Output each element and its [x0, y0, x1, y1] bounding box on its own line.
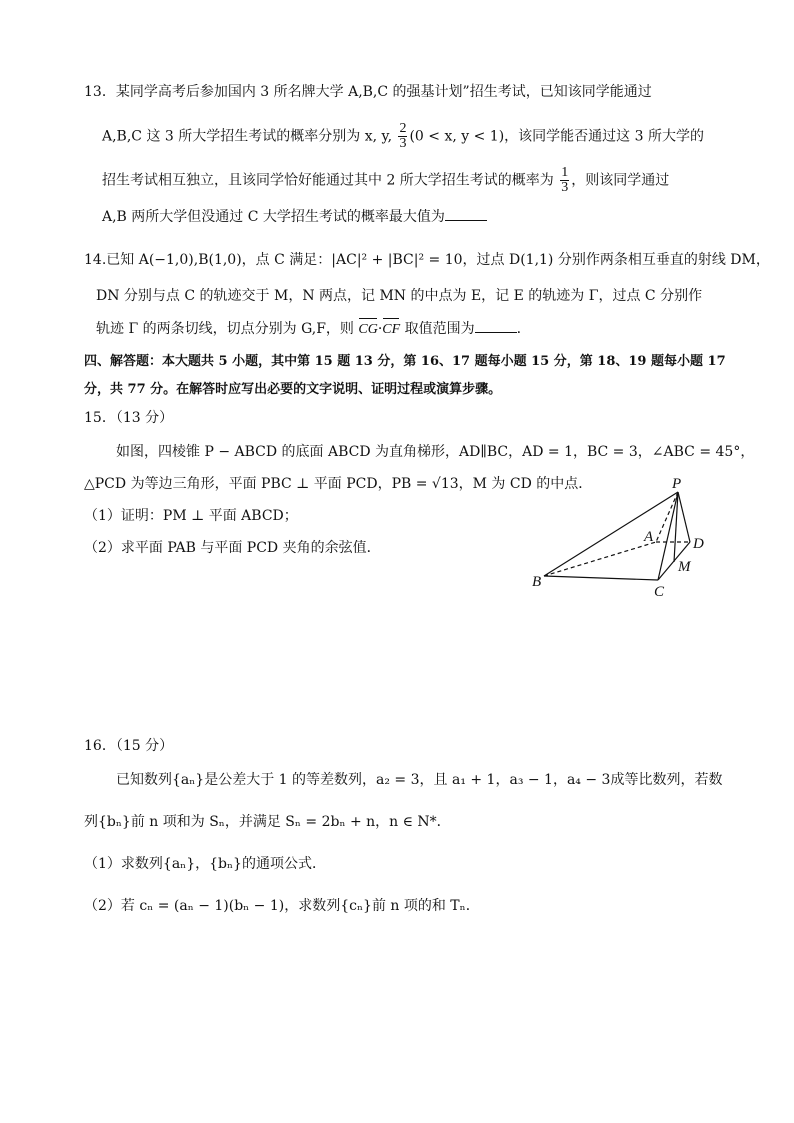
q15-part2 — [84, 538, 381, 558]
q16-head: 16．（15 分） — [84, 738, 174, 754]
fraction-denominator: 3 — [561, 180, 569, 195]
pyramid-figure — [528, 470, 724, 600]
edge-pd — [678, 492, 690, 542]
label-b: B — [532, 574, 542, 590]
label-a: A — [644, 529, 654, 545]
q16-header — [84, 736, 173, 756]
q15-text-1: 如图，四棱锥 P − ABCD 的底面 ABCD 为直角梯形，AD∥BC，AD = 1，BC = 3，∠ABC = 45°， — [116, 444, 755, 460]
q15-text-2: △PCD 为等边三角形，平面 PBC ⊥ 平面 PCD，PB = √13，M 为 CD 的中点． — [84, 476, 593, 492]
q13-fraction-1-3 — [560, 166, 569, 195]
q14-text-1: 已知 A(−1,0),B(1,0)，点 C 满足：|AC|² + |BC|² = 10，过点 D(1,1) 分别作两条相互垂直的射线 DM， — [106, 252, 770, 268]
q13-text-3a: 招生考试相互独立，且该同学恰好能通过其中 2 所大学招生考试的概率为 — [102, 172, 559, 189]
edge-ab-hidden — [544, 542, 656, 576]
q13-answer-blank[interactable] — [445, 206, 487, 221]
fraction-denominator: 3 — [399, 136, 407, 151]
q15-header — [84, 408, 173, 428]
q15-line2 — [84, 474, 592, 494]
q13-line4 — [102, 206, 487, 227]
q13-text-4: A,B 两所大学但没通过 C 大学招生考试的概率最大值为 — [102, 209, 445, 225]
label-m: M — [678, 559, 691, 575]
q14-answer-blank[interactable] — [475, 318, 517, 333]
edge-pb — [544, 492, 678, 576]
q13-text-2a: A,B,C 这 3 所大学招生考试的概率分别为 x, y, — [102, 128, 397, 145]
q13-text-3b: ，则该同学通过 — [571, 172, 670, 189]
vector-cg: CG — [358, 320, 377, 340]
q14-text-2: DN 分别与点 C 的轨迹交于 M，N 两点，记 MN 的中点为 E，记 E 的轨迹为 Γ，过点 C 分别作 — [96, 288, 703, 304]
label-p: P — [672, 476, 682, 492]
label-d: D — [693, 536, 704, 552]
q13-text-2b: (0 < x, y < 1)，该同学能否通过这 3 所大学的 — [409, 128, 704, 145]
fraction-numerator: 1 — [561, 165, 569, 180]
q14-number: 14. — [84, 252, 107, 268]
q13-number: 13． — [84, 84, 116, 100]
q14-line3: 轨迹 Γ 的两条切线，切点分别为 G,F，则 CG·CF 取值范围为 . — [96, 318, 521, 340]
q15-part1-text: （1）证明：PM ⊥ 平面 ABCD； — [84, 508, 298, 524]
q14-text-3b: 取值范围为 — [400, 321, 475, 337]
section4-line1 — [84, 352, 726, 372]
q15-head: 15．（13 分） — [84, 410, 174, 426]
fraction-numerator: 2 — [399, 121, 407, 136]
q16-part1-text: （1）求数列{aₙ}，{bₙ}的通项公式． — [84, 856, 326, 872]
vector-cf: CF — [382, 320, 400, 340]
q16-line1 — [116, 770, 722, 790]
q15-part1 — [84, 506, 298, 526]
q16-part2-text: （2）若 cₙ = (aₙ − 1)(bₙ − 1)，求数列{cₙ}前 n 项的和 Tₙ． — [84, 898, 480, 914]
q16-part2 — [84, 896, 480, 916]
section4-text-2: 分，共 77 分。在解答时应写出必要的文字说明、证明过程或演算步骤。 — [84, 382, 502, 397]
q16-text-1: 已知数列{aₙ}是公差大于 1 的等差数列，a₂ = 3，且 a₁ + 1，a₃ − 1，a₄ − 3成等比数列，若数 — [116, 772, 723, 788]
q13-text-1: 某同学高考后参加国内 3 所名牌大学 A,B,C 的强基计划”招生考试，已知该同学能通过 — [115, 84, 652, 100]
q13-line3 — [102, 166, 669, 195]
label-c: C — [654, 584, 665, 600]
q16-line2 — [84, 812, 451, 832]
q13-fraction-2-3 — [398, 122, 407, 151]
q13-line2 — [102, 122, 704, 151]
q14-line2 — [96, 286, 702, 306]
edge-bc — [544, 576, 658, 580]
section4-line2 — [84, 380, 501, 400]
section4-text-1: 四、解答题：本大题共 5 小题，其中第 15 题 13 分，第 16、17 题每小题 15 分，第 18、19 题每小题 17 — [84, 354, 726, 369]
q16-part1 — [84, 854, 326, 874]
q14-text-3a: 轨迹 Γ 的两条切线，切点分别为 G,F，则 — [96, 321, 359, 337]
q15-line1 — [116, 442, 754, 462]
q13-line1 — [84, 82, 652, 102]
q14-line1 — [84, 250, 770, 270]
q16-text-2: 列{bₙ}前 n 项和为 Sₙ，并满足 Sₙ = 2bₙ + n，n ∈ N*． — [84, 814, 451, 830]
dot-operator: · — [377, 321, 383, 337]
q15-part2-text: （2）求平面 PAB 与平面 PCD 夹角的余弦值． — [84, 540, 381, 556]
